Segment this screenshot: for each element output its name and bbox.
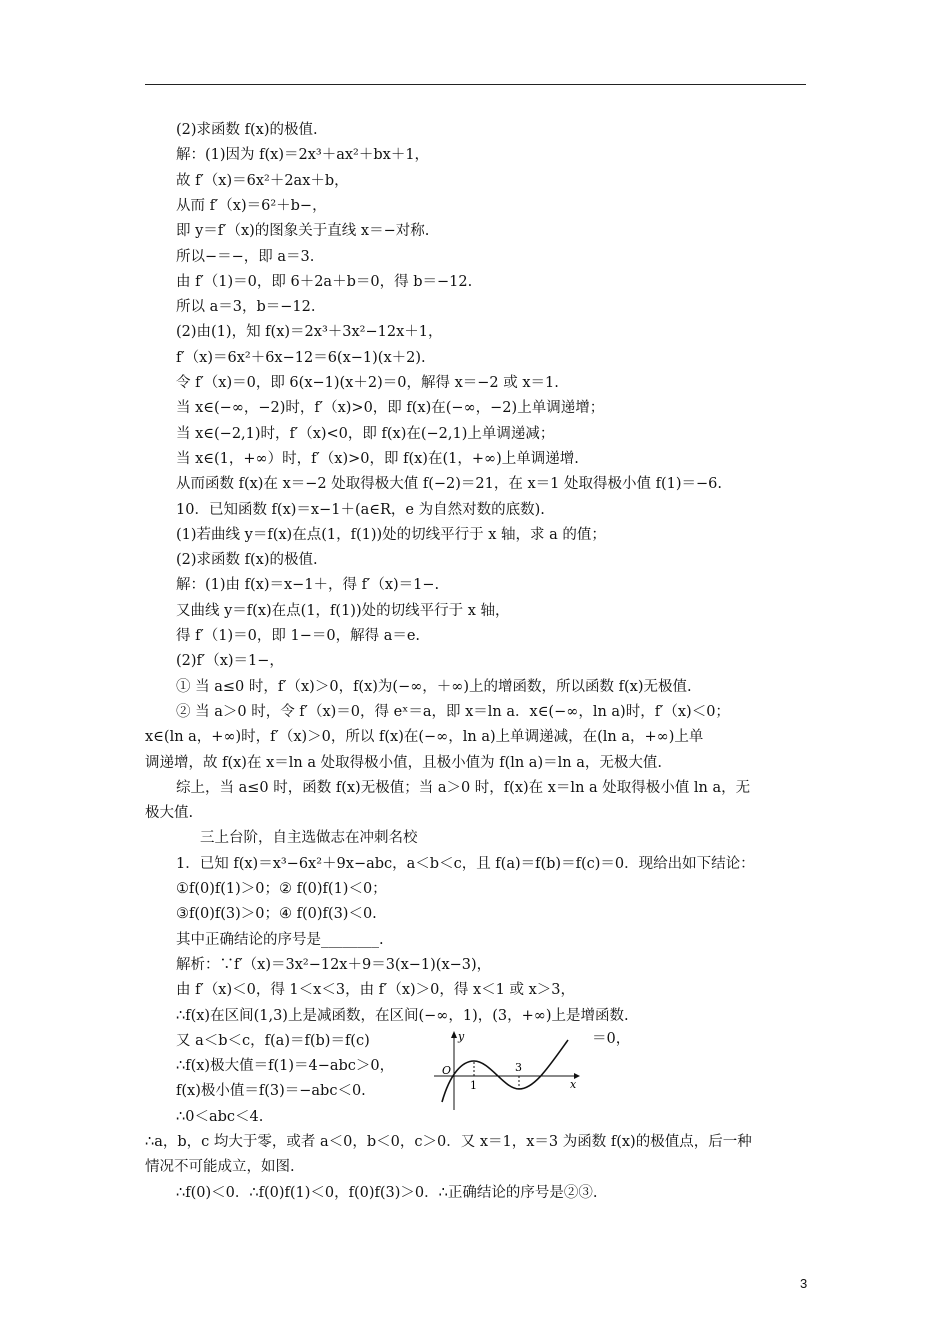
page-number: 3 bbox=[800, 1276, 808, 1291]
text-line: 其中正确结论的序号是________. bbox=[176, 931, 384, 948]
text-line: 10．已知函数 f(x)＝x−1＋(a∈R，e 为自然对数的底数). bbox=[176, 501, 545, 518]
text-line: ② 当 a＞0 时，令 f′（x)＝0，得 eˣ＝a，即 x＝ln a．x∈(−∞，ln a)时，f′（x)＜0； bbox=[176, 703, 730, 720]
cubic-function-graph bbox=[428, 1028, 588, 1114]
text-line: 当 x∈(−2,1)时，f′（x)<0，即 f(x)在(−2,1)上单调递减； bbox=[176, 425, 555, 442]
text-line: 当 x∈(−∞，−2)时，f′（x)>0，即 f(x)在(−∞，−2)上单调递增； bbox=[176, 400, 605, 417]
text-line: ①f(0)f(1)＞0；② f(0)f(1)＜0； bbox=[176, 881, 387, 897]
text-line: 即 y＝f′（x)的图象关于直线 x＝−对称. bbox=[176, 223, 430, 240]
y-axis-arrow bbox=[451, 1031, 457, 1038]
graph-label-1: 1 bbox=[470, 1079, 477, 1092]
text-line: 当 x∈(1，+∞）时，f′（x)>0，即 f(x)在(1，+∞)上单调递增. bbox=[176, 450, 579, 467]
text-line: ∴f(0)＜0．∴f(0)f(1)＜0，f(0)f(3)＞0．∴正确结论的序号是②③. bbox=[176, 1184, 598, 1201]
text-line: ∴f(x)极大值＝f(1)＝4−abc＞0， bbox=[176, 1058, 395, 1075]
text-line: 又 a＜b＜c，f(a)＝f(b)＝f(c) bbox=[176, 1032, 370, 1049]
text-line: x∈(ln a，+∞)时，f′（x)＞0，所以 f(x)在(−∞，ln a)上单调递减，在(ln a，+∞)上单 bbox=[145, 729, 704, 746]
header-rule bbox=[145, 84, 806, 85]
text-line: 令 f′（x)＝0，即 6(x−1)(x＋2)＝0，解得 x＝−2 或 x＝1. bbox=[176, 375, 559, 391]
text-line: f′（x)＝6x²＋6x−12＝6(x−1)(x＋2). bbox=[176, 349, 426, 366]
graph-label-3: 3 bbox=[515, 1061, 522, 1074]
graph-label-origin: O bbox=[442, 1064, 452, 1077]
text-line: 解：(1)因为 f(x)＝2x³＋ax²＋bx＋1， bbox=[176, 147, 430, 164]
text-line: 又曲线 y＝f(x)在点(1，f(1))处的切线平行于 x 轴， bbox=[176, 602, 510, 619]
equation-tail: ＝0， bbox=[592, 1031, 631, 1047]
text-line: ∴0＜abc＜4. bbox=[176, 1108, 264, 1125]
text-line: (2)求函数 f(x)的极值. bbox=[176, 122, 318, 138]
graph-label-x: x bbox=[570, 1078, 577, 1091]
text-line: (2)f′（x)＝1−， bbox=[176, 653, 284, 670]
text-line: 从而 f′（x)＝6²＋b−， bbox=[176, 197, 327, 214]
text-line: 极大值. bbox=[145, 805, 194, 822]
text-line: (2)求函数 f(x)的极值. bbox=[176, 552, 318, 569]
text-line: 1．已知 f(x)＝x³−6x²＋9x−abc，a＜b＜c，且 f(a)＝f(b)＝f(c)＝0．现给出如下结论： bbox=[176, 855, 755, 872]
text-line: 综上，当 a≤0 时，函数 f(x)无极值；当 a＞0 时，f(x)在 x＝ln a 处取得极小值 ln a，无 bbox=[176, 779, 751, 796]
text-line: ③f(0)f(3)＞0；④ f(0)f(3)＜0. bbox=[176, 906, 377, 923]
text-line: (2)由(1)，知 f(x)＝2x³＋3x²−12x＋1， bbox=[176, 324, 443, 341]
text-line: ∴f(x)在区间(1,3)上是减函数，在区间(−∞，1)，(3，+∞)上是增函数. bbox=[176, 1007, 629, 1024]
text-line: (1)若曲线 y＝f(x)在点(1，f(1))处的切线平行于 x 轴，求 a 的值； bbox=[176, 526, 606, 543]
text-line: 从而函数 f(x)在 x＝−2 处取得极大值 f(−2)＝21，在 x＝1 处取得极小值 f(1)＝−6. bbox=[176, 476, 722, 493]
text-line: 故 f′（x)＝6x²＋2ax＋b， bbox=[176, 172, 349, 189]
text-line: 解：(1)由 f(x)＝x−1＋，得 f′（x)＝1−. bbox=[176, 577, 440, 594]
text-line: 由 f′（x)＜0，得 1＜x＜3，由 f′（x)＞0，得 x＜1 或 x＞3， bbox=[176, 982, 576, 999]
function-curve bbox=[442, 1040, 568, 1102]
text-line: 得 f′（1)＝0，即 1−＝0，解得 a＝e. bbox=[176, 628, 421, 644]
graph-label-y: y bbox=[458, 1030, 465, 1043]
text-line: 解析：∵f′（x)＝3x²−12x＋9＝3(x−1)(x−3)， bbox=[176, 956, 492, 973]
text-line: f(x)极小值＝f(3)＝−abc＜0. bbox=[176, 1083, 366, 1100]
text-line: 调递增，故 f(x)在 x＝ln a 处取得极小值，且极小值为 f(ln a)＝ln a，无极大值. bbox=[145, 754, 662, 771]
text-line: 所以−＝−，即 a＝3. bbox=[176, 248, 315, 265]
text-line: ∴a，b，c 均大于零，或者 a＜0，b＜0，c＞0．又 x＝1，x＝3 为函数 f(x)的极值点，后一种 bbox=[145, 1134, 752, 1150]
text-line: 情况不可能成立，如图. bbox=[145, 1159, 295, 1176]
text-line: 所以 a＝3，b＝−12. bbox=[176, 299, 316, 316]
text-line: 由 f′（1)＝0，即 6＋2a＋b＝0，得 b＝−12. bbox=[176, 273, 473, 290]
text-line: ① 当 a≤0 时，f′（x)＞0，f(x)为(−∞，＋∞)上的增函数，所以函数 f(x)无极值. bbox=[176, 678, 692, 695]
text-line: 三上台阶，自主选做志在冲刺名校 bbox=[200, 830, 418, 847]
